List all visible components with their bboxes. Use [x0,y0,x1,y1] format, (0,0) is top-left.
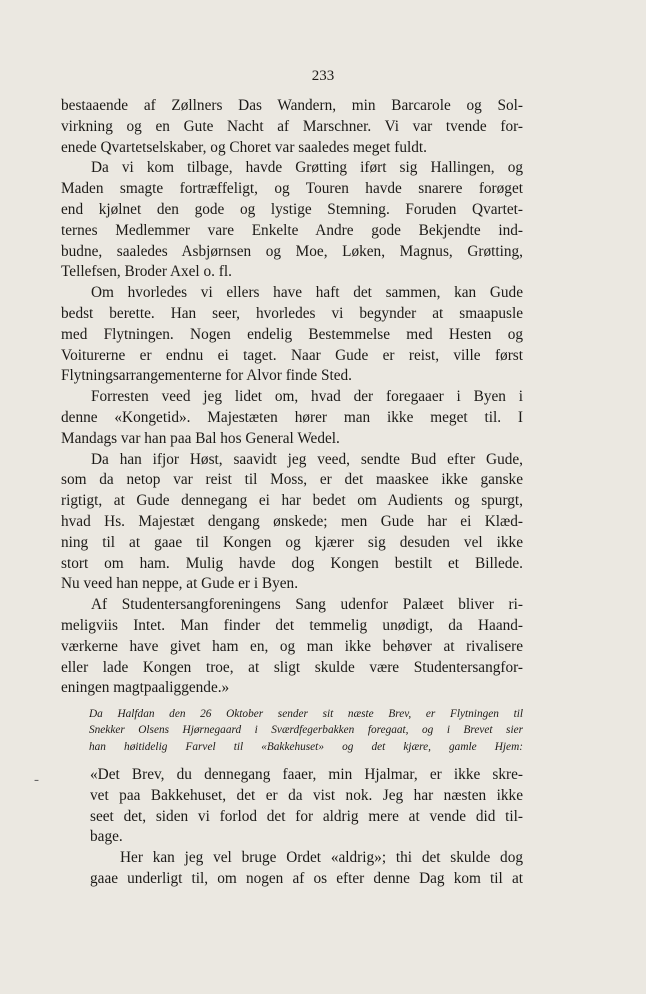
text-line: gaae underligt til, om nogen af os efter denne Dag kom til at [90,869,523,887]
text-line: hvad Hs. Majestæt dengang ønskede; men Gude har ei Klæd- [61,512,523,530]
text-line: seet det, siden vi forlod det for aldrig mere at vende did til- [90,807,523,825]
text-line: som da netop var reist til Moss, er det maaskee ikke ganske [61,471,523,489]
text-line: vet paa Bakkehuset, det er da vist nok. Jeg har næsten ikke [90,786,523,804]
letter-text [90,765,523,890]
page-number: 233 [311,68,335,84]
text-line: Maden smagte fortræffeligt, og Touren havde snarere forøget [61,180,523,198]
text-line: bage. [90,828,123,846]
text-line: stort om ham. Mulig havde dog Kongen bestilt et Billede. [61,554,523,572]
text-line: værkerne have givet ham en, og man ikke behøver at rivalisere [61,637,523,655]
text-line: Nu veed han neppe, at Gude er i Byen. [61,575,299,593]
text-line: denne «Kongetid». Majestæten hører man ikke meget til. I [61,408,523,426]
text-line: bedst berette. Han seer, hvorledes vi begynder at smaapusle [61,304,523,322]
text-line: rigtigt, at Gude dennegang ei har bedet om Audients og spurgt, [61,492,523,510]
text-line: Voiturerne er endnu ei taget. Naar Gude er reist, ville først [61,346,523,364]
text-line: «Det Brev, du dennegang faaer, min Hjalmar, er ikke skre- [90,766,523,783]
text-line: Om hvorledes vi ellers have haft det sammen, kan Gude [91,284,523,302]
text-line: Da han ifjor Høst, saavidt jeg veed, sendte Bud efter Gude, [91,450,523,468]
text-line: Mandags var han paa Bal hos General Wedel. [61,429,340,447]
text-line: Tellefsen, Broder Axel o. fl. [61,263,232,281]
text-line: Flytningsarrangementerne for Alvor finde Sted. [61,367,352,385]
text-line: Forresten veed jeg lidet om, hvad der foregaaer i Byen i [91,388,523,406]
margin-mark: - [34,772,39,788]
text-line: med Flytningen. Nogen endelig Bestemmelse med Hesten og [61,325,523,343]
text-line: end kjølnet den gode og lystige Stemning. Foruden Qvartet- [61,200,523,218]
text-line: Da Halfdan den 26 Oktober sender sit næste Brev, er Flytningen til [89,708,523,720]
text-line: ternes Medlemmer vare Enkelte Andre gode Bekjendte ind- [61,221,523,239]
text-line: Her kan jeg vel bruge Ordet «aldrig»; thi det skulde dog [120,849,523,867]
editorial-note [89,706,523,755]
body-text [61,96,523,699]
text-line: eningen magtpaaliggende.» [61,679,230,697]
text-line: budne, saaledes Asbjørnsen og Moe, Løken, Magnus, Grøtting, [61,242,523,260]
text-line: Da vi kom tilbage, havde Grøtting iført sig Hallingen, og [91,159,523,177]
text-line: han høitidelig Farvel til «Bakkehuset» og det kjære, gamle Hjem: [89,740,523,753]
text-line: Af Studentersangforeningens Sang udenfor Palæet bliver ri- [91,596,523,614]
text-line: Snekker Olsens Hjørnegaard i Sværdfegerbakken foregaat, og i Brevet sier [89,724,523,737]
text-line: enede Qvartetselskaber, og Choret var saaledes meget fuldt. [61,138,427,156]
text-line: ning til at gaae til Kongen og kjærer sig desuden vel ikke [61,533,523,551]
text-line: virkning og en Gute Nacht af Marschner. Vi var tvende for- [61,117,523,135]
text-line: meligviis Intet. Man finder det temmelig unødigt, da Haand- [61,616,523,634]
text-line: bestaaende af Zøllners Das Wandern, min Barcarole og Sol- [61,97,523,114]
text-line: eller lade Kongen troe, at sligt skulde være Studentersangfor- [61,658,523,676]
